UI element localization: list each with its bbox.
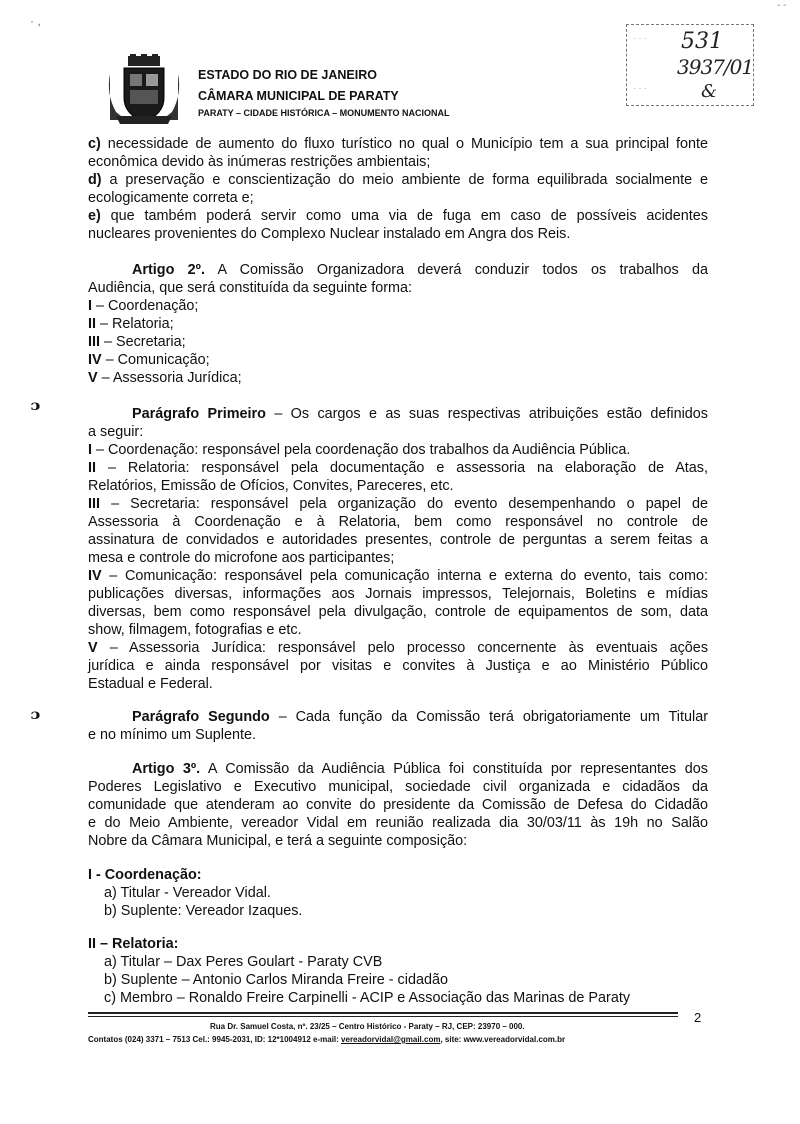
protocol-stamp <box>626 24 754 106</box>
attribution-item: IV – Comunicação: responsável pela comunicação interna e externa do evento, tais como: <box>88 568 708 584</box>
item-e-line1: e) que também poderá servir como uma via de fuga em caso de possíveis acidentes <box>88 208 708 224</box>
member-item: b) Suplente – Antonio Carlos Miranda Freire - cidadão <box>104 972 448 988</box>
margin-handwritten-mark: ᵓ <box>30 396 42 426</box>
role-list-item: II – Relatoria; <box>88 316 174 332</box>
artigo3-line: comunidade que atenderam ao convite do presidente da Comissão de Defesa do Cidadão <box>88 797 708 813</box>
scan-corner-mark: - - <box>777 0 787 11</box>
footer-rule <box>88 1012 678 1014</box>
member-item: b) Suplente: Vereador Izaques. <box>104 903 303 919</box>
stamp-reference: 3937/01 <box>677 55 754 79</box>
role-list-item: V – Assessoria Jurídica; <box>88 370 242 386</box>
item-c-line1: c) necessidade de aumento do fluxo turístico no qual o Município tem a sua principal fonte <box>88 136 708 152</box>
artigo2-line2: Audiência, que será constituída da seguinte forma: <box>88 280 412 296</box>
scan-specks: · , <box>30 14 41 28</box>
paragrafo2-line1: Parágrafo Segundo – Cada função da Comissão terá obrigatoriamente um Titular <box>132 709 709 725</box>
footer-contacts: Contatos (024) 3371 – 7513 Cel.: 9945-2031, ID: 12*1004912 e-mail: vereadorvidal@gmail.com, site: www.vereadorvidal.com.br <box>88 1035 566 1044</box>
attribution-item-cont: jurídica e ainda responsável por visitas e convites à Justiça e ao Ministério Público <box>88 658 708 674</box>
paragrafo2-line2: e no mínimo um Suplente. <box>88 727 256 743</box>
paragrafo1-line1: Parágrafo Primeiro – Os cargos e as suas respectivas atribuições estão definidos <box>132 406 708 422</box>
stamp-faint-text: · · · <box>633 83 647 93</box>
item-d-line2: ecologicamente correta e; <box>88 190 254 206</box>
attribution-item-cont: publicações diversas, informações aos Jornais impressos, Telejornais, Boletins e mídias <box>88 586 708 602</box>
attribution-item-cont: diversas, bem como responsável pela divulgação, controle de equipamentos de som, data <box>88 604 708 620</box>
role-list-item: I – Coordenação; <box>88 298 199 314</box>
header-state: ESTADO DO RIO DE JANEIRO <box>198 68 377 82</box>
footer-address: Rua Dr. Samuel Costa, nº. 23/25 – Centro Histórico - Paraty – RJ, CEP: 23970 – 000. <box>210 1022 525 1031</box>
item-d-line1: d) a preservação e conscientização do meio ambiente de forma equilibrada socialmente e <box>88 172 708 188</box>
attribution-item-cont: mesa e controle do microfone aos participantes; <box>88 550 395 566</box>
role-list-item: IV – Comunicação; <box>88 352 210 368</box>
member-item: a) Titular - Vereador Vidal. <box>104 885 271 901</box>
page-number: 2 <box>694 1010 702 1025</box>
item-e-line2: nucleares provenientes do Complexo Nuclear instalado em Angra dos Reis. <box>88 226 571 242</box>
stamp-initial: & <box>701 81 718 102</box>
artigo3-line: Nobre da Câmara Municipal, e terá a seguinte composição: <box>88 833 468 849</box>
header-subtitle: PARATY – CIDADE HISTÓRICA – MONUMENTO NACIONAL <box>198 108 450 118</box>
footer-email-link[interactable]: vereadorvidal@gmail.com <box>341 1035 441 1044</box>
attribution-item: V – Assessoria Jurídica: responsável pelo processo concernente às eventuais ações <box>88 640 709 656</box>
relatoria-heading: II – Relatoria: <box>88 936 179 952</box>
stamp-faint-text: · · · <box>633 33 647 43</box>
artigo3-line1: Artigo 3º. A Comissão da Audiência Pública foi constituída por representantes dos <box>132 761 708 777</box>
artigo2-line1: Artigo 2º. A Comissão Organizadora deverá conduzir todos os trabalhos da <box>132 262 708 278</box>
footer-rule <box>88 1016 678 1017</box>
coat-of-arms-icon <box>106 54 182 126</box>
header-chamber: CÂMARA MUNICIPAL DE PARATY <box>198 89 399 103</box>
attribution-item-cont: assinatura de convidados e autoridades presentes, controle de perguntas a serem feitas a <box>88 532 708 548</box>
margin-handwritten-mark: ᵓ <box>30 705 42 735</box>
item-c-line2: econômica devido às inúmeras restrições ambientais; <box>88 154 431 170</box>
attribution-item-cont: show, filmagem, fotografias e etc. <box>88 622 302 638</box>
artigo3-line: Poderes Legislativo e Executivo municipal, sociedade civil organizada e cidadãos da <box>88 779 708 795</box>
coordenacao-heading: I - Coordenação: <box>88 867 202 883</box>
member-item: c) Membro – Ronaldo Freire Carpinelli - ACIP e Associação das Marinas de Paraty <box>104 990 631 1006</box>
artigo3-line: e do Meio Ambiente, vereador Vidal em reunião realizada dia 30/03/11 às 19h no Salão <box>88 815 708 831</box>
attribution-item: III – Secretaria: responsável pela organização do evento desempenhando o papel de <box>88 496 709 512</box>
paragrafo1-line2: a seguir: <box>88 424 144 440</box>
attribution-item-cont: Relatórios, Emissão de Ofícios, Convites, Pareceres, etc. <box>88 478 454 494</box>
member-item: a) Titular – Dax Peres Goulart - Paraty CVB <box>104 954 383 970</box>
role-list-item: III – Secretaria; <box>88 334 186 350</box>
attribution-item: II – Relatoria: responsável pela documentação e assessoria na elaboração de Atas, <box>88 460 709 476</box>
attribution-item: I – Coordenação: responsável pela coordenação dos trabalhos da Audiência Pública. <box>88 442 631 458</box>
attribution-item-cont: Assessoria à Coordenação e à Relatoria, bem como responsável no controle de <box>88 514 708 530</box>
attribution-item-cont: Estadual e Federal. <box>88 676 213 692</box>
stamp-number: 531 <box>681 29 723 54</box>
